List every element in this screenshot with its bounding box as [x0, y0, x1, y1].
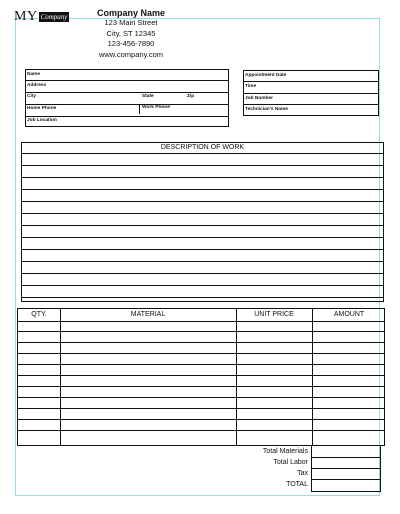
customer-info-box [25, 69, 229, 127]
logo-company-text: Company [40, 13, 68, 21]
description-line [22, 237, 383, 238]
table-row [18, 342, 384, 343]
material-column-header: MATERIAL [130, 311, 166, 318]
row-divider [26, 80, 228, 81]
description-line [22, 189, 383, 190]
company-website: www.company.com [98, 49, 164, 59]
table-row [18, 430, 384, 431]
row-divider [244, 104, 378, 105]
column-divider [312, 309, 313, 445]
zip-field-label: Zip [187, 94, 195, 99]
description-line [22, 249, 383, 250]
technician-name-label: Technician's Name [245, 107, 288, 112]
totals-row-divider [312, 457, 380, 458]
table-row [18, 397, 384, 398]
table-row [18, 419, 384, 420]
company-info [86, 8, 176, 60]
unit-price-column-header: UNIT PRICE [254, 311, 294, 318]
row-divider [26, 116, 228, 117]
table-row [18, 386, 384, 387]
row-divider [244, 81, 378, 82]
work-phone-field-label: Work Phone [142, 105, 170, 110]
company-name: Company Name [96, 8, 166, 18]
description-line [22, 165, 383, 166]
description-line [22, 213, 383, 214]
table-row [18, 364, 384, 365]
address-field-label: Address [27, 83, 47, 88]
row-divider [26, 92, 228, 93]
table-row [18, 321, 384, 322]
total-materials-label: Total Materials [262, 448, 308, 455]
time-label: Time [245, 84, 257, 89]
grand-total-label: TOTAL [286, 481, 308, 488]
table-row [18, 331, 384, 332]
row-divider [244, 93, 378, 94]
city-field-label: City [27, 94, 37, 99]
column-divider [60, 309, 61, 445]
description-line [22, 285, 383, 286]
appointment-date-label: Appointment Date [245, 73, 287, 78]
company-city: City, ST 12345 [106, 28, 156, 38]
table-row [18, 353, 384, 354]
qty-column-header: QTY. [31, 311, 47, 318]
description-line [22, 225, 383, 226]
description-line [22, 201, 383, 202]
column-divider [139, 104, 140, 114]
totals-row-divider [312, 468, 380, 469]
name-field-label: Name [27, 72, 41, 77]
total-labor-label: Total Labor [273, 459, 308, 466]
company-phone: 123-456-7890 [107, 39, 155, 48]
amount-column-header: AMOUNT [333, 311, 365, 318]
description-line [22, 297, 383, 298]
home-phone-field-label: Home Phone [27, 106, 57, 111]
totals-box [311, 445, 381, 492]
materials-table [17, 308, 385, 446]
column-divider [236, 309, 237, 445]
description-line [22, 153, 383, 154]
totals-row-divider [312, 479, 380, 480]
description-of-work-box [21, 142, 384, 302]
tax-label: Tax [297, 470, 308, 477]
company-street: 123 Main Street [104, 18, 158, 27]
table-row [18, 375, 384, 376]
description-header: DESCRIPTION OF WORK [160, 144, 245, 151]
table-row [18, 408, 384, 409]
job-number-label: Job Number [245, 96, 273, 101]
state-field-label: State [142, 94, 154, 99]
description-line [22, 177, 383, 178]
appointment-info-box [243, 70, 379, 116]
description-line [22, 273, 383, 274]
logo-my-text: MY [14, 9, 38, 24]
company-logo [14, 10, 69, 24]
job-location-field-label: Job Location [27, 118, 57, 123]
row-divider [26, 104, 228, 105]
description-line [22, 261, 383, 262]
